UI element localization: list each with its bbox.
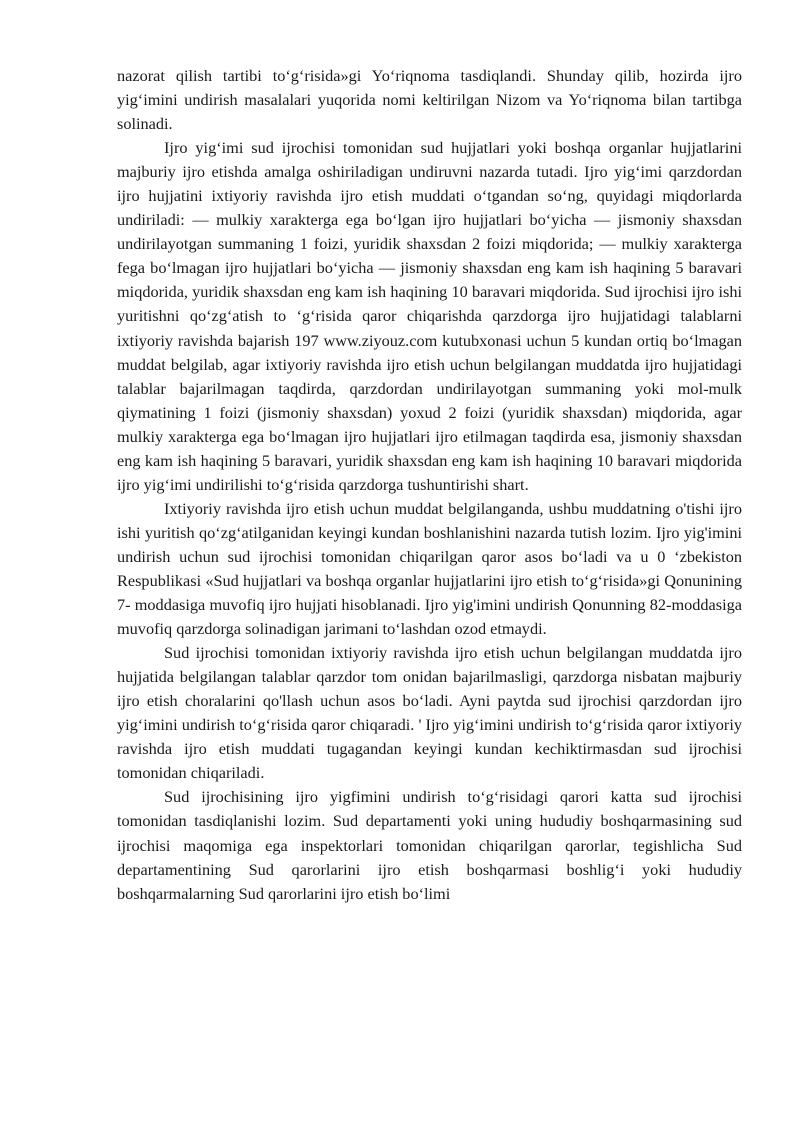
paragraph-2: Ijro yig‘imi sud ijrochisi tomonidan sud hujjatlari yoki boshqa organlar hujjatlarini majburiy ijro etishda amalga oshiriladigan undiruvni nazarda tutadi. Ijro yig‘imi qarzdordan ijro hujjatini ixtiyoriy ravishda ijro etish muddati o‘tgandan so‘ng, quyidagi miqdorlarda undiriladi: — mulkiy xarakterga ega bo‘lgan ijro hujjatlari bo‘yicha — jismoniy shaxsdan undirilayotgan summaning 1 foizi, yuridik shaxsdan 2 foizi miqdorida; — mulkiy xarakterga fega bo‘lmagan ijro hujjatlari bo‘yicha — jismoniy shaxsdan eng kam ish haqining 5 baravari miqdorida, yuridik shaxsdan eng kam ish haqining 10 baravari miqdorida. Sud ijrochisi ijro ishi yuritishni qo‘zg‘atish to ‘g‘risida qaror chiqarishda qarzdorga ijro hujjatidagi talablarni ixtiyoriy ravishda bajarish 197 www.ziyouz.com kutubxonasi uchun 5 kundan ortiq bo‘lmagan muddat belgilab, agar ixtiyoriy ravishda ijro etish uchun belgilangan muddatda ijro hujjatidagi talablar bajarilmagan taqdirda, qarzdordan undirilayotgan summaning yoki mol-mulk qiymatining 1 foizi (jismoniy shaxsdan) yoxud 2 foizi (yuridik shaxsdan) miqdorida, agar mulkiy xarakterga ega bo‘lmagan ijro hujjatlari ijro etilmagan taqdirda esa, jismoniy shaxsdan eng kam ish haqining 5 baravari, yuridik shaxsdan eng kam ish haqining 10 baravari miqdorida ijro yig‘imi undirilishi to‘g‘risida qarzdorga tushuntirishi shart.: [117, 138, 742, 494]
paragraph-5: Sud ijrochisining ijro yigfimini undirish to‘g‘risidagi qarori katta sud ijrochisi tomonidan tasdiqlanishi lozim. Sud departamenti yoki uning hududiy boshqarmasining sud ijrochisi maqomiga ega inspektorlari tomonidan chiqarilgan qarorlar, tegishlicha Sud departamentining Sud qarorlarini ijro etish boshqarmasi boshlig‘i yoki hududiy boshqarmalarning Sud qarorlarini ijro etish bo‘limi: [117, 787, 742, 903]
document-page: [117, 64, 742, 906]
paragraph-4: Sud ijrochisi tomonidan ixtiyoriy ravishda ijro etish uchun belgilangan muddatda ijro hujjatida belgilangan talablar qarzdor tom onidan bajarilmasligi, qarzdorga nisbatan majburiy ijro etish choralarini qo'llash uchun asos bo‘ladi. Ayni paytda sud ijrochisi qarzdordan ijro yig‘imini undirish to‘g‘risida qaror chiqaradi. ' Ijro yig‘imini undirish to‘g‘risida qaror ixtiyoriy ravishda ijro etish muddati tugagandan keyingi kundan kechiktirmasdan sud ijrochisi tomonidan chiqariladi.: [117, 643, 742, 783]
paragraph-3: Ixtiyoriy ravishda ijro etish uchun muddat belgilanganda, ushbu muddatning o'tishi ijro ishi yuritish qo‘zg‘atilganidan keyingi kundan boshlanishini nazarda tutish lozim. Ijro yig'imini undirish uchun sud ijrochisi tomonidan chiqarilgan qaror asos bo‘ladi va u 0 ‘zbekiston Respublikasi «Sud hujjatlari va boshqa organlar hujjatlarini ijro etish to‘g‘risida»gi Qonunining 7- moddasiga muvofiq ijro hujjati hisoblanadi. Ijro yig'imini undirish Qonunning 82-moddasiga muvofiq qarzdorga solinadigan jarimani to‘lashdan ozod etmaydi.: [117, 498, 742, 639]
paragraph-1: nazorat qilish tartibi to‘g‘risida»gi Yo‘riqnoma tasdiqlandi. Shunday qilib, hozirda ijro yig‘imini undirish masalalari yuqorida nomi keltirilgan Nizom va Yo‘riqnoma bilan tartibga solinadi.: [117, 66, 742, 134]
